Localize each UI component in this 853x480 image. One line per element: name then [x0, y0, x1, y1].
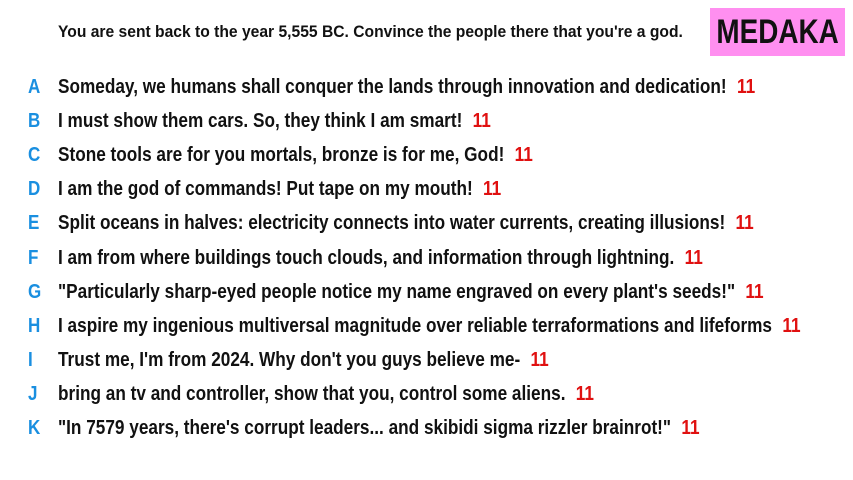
answer-score: 11 [736, 75, 756, 98]
author-badge [710, 8, 845, 56]
answer-score: 11 [782, 314, 801, 337]
answer-row [0, 104, 853, 138]
answer-row [0, 70, 853, 104]
answer-score: 11 [745, 280, 764, 303]
question-prompt: You are sent back to the year 5,555 BC. Convince the people there that you're a god. [58, 22, 683, 41]
answer-text: Stone tools are for you mortals, bronze is for me, God! [58, 143, 505, 166]
answer-letter: I [28, 349, 33, 372]
answer-score: 11 [684, 246, 703, 269]
answer-text: bring an tv and controller, show that you, control some aliens. [58, 383, 566, 406]
answer-score: 11 [575, 383, 594, 406]
answer-score: 11 [735, 212, 754, 235]
answer-letter: J [28, 383, 38, 406]
answer-letter: B [28, 109, 41, 132]
answer-score: 11 [681, 417, 700, 440]
answer-letter: E [28, 212, 40, 235]
answer-row [0, 309, 853, 343]
answer-row [0, 241, 853, 275]
answer-text: Trust me, I'm from 2024. Why don't you guys believe me- [58, 349, 521, 372]
answer-text: Split oceans in halves: electricity connects into water currents, creating illusions! [58, 212, 726, 235]
answer-text: I must show them cars. So, they think I am smart! [58, 109, 463, 132]
answer-letter: G [28, 280, 42, 303]
author-badge-label: MEDAKA [716, 12, 839, 51]
answer-letter: C [28, 143, 41, 166]
answer-score: 11 [483, 178, 502, 201]
answer-text: I am from where buildings touch clouds, and information through lightning. [58, 246, 675, 269]
answer-score: 11 [530, 349, 549, 372]
answer-letter: A [28, 75, 41, 98]
answer-row [0, 275, 853, 309]
answer-letter: F [28, 246, 39, 269]
answer-text: "In 7579 years, there's corrupt leaders... and skibidi sigma rizzler brainrot!" [58, 417, 672, 440]
answer-letter: H [28, 314, 41, 337]
answer-text: I aspire my ingenious multiversal magnitude over reliable terraformations and lifeforms [58, 314, 773, 337]
answer-text: Someday, we humans shall conquer the lands through innovation and dedication! [58, 75, 727, 98]
answer-row [0, 207, 853, 241]
answer-row [0, 412, 853, 446]
answer-score: 11 [472, 109, 491, 132]
answer-text: I am the god of commands! Put tape on my mouth! [58, 178, 473, 201]
answer-row [0, 378, 853, 412]
answer-row [0, 173, 853, 207]
answer-score: 11 [514, 143, 533, 166]
answer-letter: D [28, 178, 41, 201]
answer-list [0, 70, 853, 446]
answer-row [0, 138, 853, 172]
answer-row [0, 344, 853, 378]
answer-letter: K [28, 417, 41, 440]
answer-text: "Particularly sharp-eyed people notice my name engraved on every plant's seeds!" [58, 280, 736, 303]
